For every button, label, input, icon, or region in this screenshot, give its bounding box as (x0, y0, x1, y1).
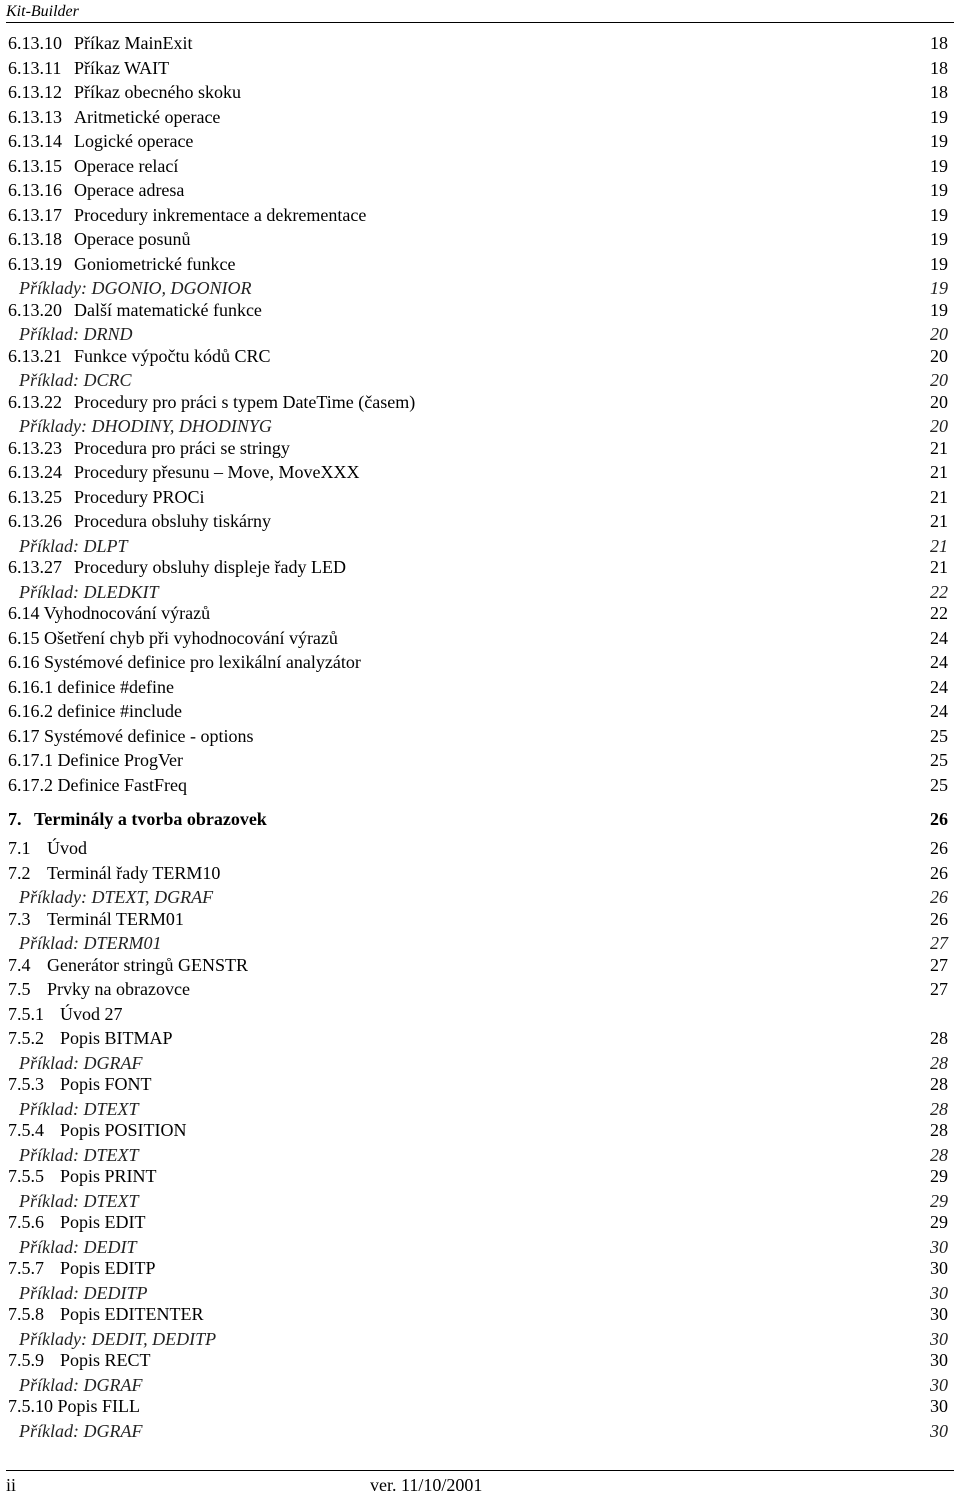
toc-entry-text: Procedury obsluhy displeje řady LED (74, 557, 346, 577)
toc-entry (8, 1396, 948, 1421)
toc-entry-page: 26 (930, 862, 948, 883)
toc-entry (8, 254, 948, 279)
toc-example-entry (8, 1053, 948, 1075)
toc-entry-text: Příklad: DTEXT (19, 1098, 139, 1119)
toc-entry-text: Procedura obsluhy tiskárny (74, 511, 271, 531)
toc-entry-title (19, 887, 213, 907)
toc-entry-number: 7. (8, 809, 22, 829)
toc-entry-page: 25 (930, 725, 948, 746)
toc-entry (8, 652, 948, 677)
footer-version: ver. 11/10/2001 (370, 1475, 483, 1495)
toc-entry-text: Procedury PROCi (74, 486, 205, 507)
toc-entry-number: 6.13.24 (8, 462, 62, 482)
toc-entry-title (8, 909, 184, 929)
toc-entry-page: 29 (930, 1212, 948, 1232)
toc-entry (8, 156, 948, 181)
toc-entry-page: 19 (930, 204, 948, 225)
toc-example-entry (8, 370, 948, 392)
toc-entry-page: 30 (930, 1420, 948, 1441)
toc-entry-page: 19 (930, 180, 948, 200)
toc-entry-title (8, 107, 220, 127)
toc-entry-page: 18 (930, 57, 948, 78)
toc-entry (8, 863, 948, 888)
toc-entry-title (8, 1350, 151, 1370)
toc-entry-page: 18 (930, 82, 948, 102)
toc-entry-page: 21 (930, 557, 948, 577)
toc-entry-page: 27 (930, 954, 948, 975)
toc-entry (8, 205, 948, 230)
toc-entry-text: Úvod (47, 838, 87, 858)
toc-entry-page: 26 (930, 838, 948, 858)
toc-entry-page: 21 (930, 462, 948, 482)
toc-entry-title (8, 979, 190, 999)
toc-entry-text: Popis EDITP (60, 1258, 156, 1278)
toc-entry-text: Terminál řady TERM10 (47, 862, 221, 883)
toc-entry-page: 29 (930, 1190, 948, 1211)
toc-entry-title (8, 557, 346, 577)
toc-entry-text: Popis FONT (60, 1074, 152, 1094)
toc-entry-number: 7.2 (8, 862, 31, 883)
toc-entry (8, 462, 948, 487)
toc-entry-page: 30 (930, 1304, 948, 1324)
toc-entry (8, 603, 948, 628)
toc-entry-title (8, 229, 190, 249)
toc-entry-page: 20 (930, 391, 948, 412)
toc-entry-title (8, 487, 205, 507)
toc-entry-page: 28 (930, 1144, 948, 1165)
toc-entry-text: 6.16.1 definice #define (8, 676, 174, 697)
toc-entry-title (19, 1145, 139, 1165)
toc-entry-title (19, 1053, 142, 1073)
toc-entry (8, 487, 948, 512)
toc-entry-title (8, 511, 271, 531)
toc-entry-title (8, 1074, 152, 1094)
toc-entry (8, 180, 948, 205)
toc-entry-text: Příkaz MainExit (74, 33, 193, 53)
toc-entry-title (8, 603, 210, 623)
toc-entry-text: 6.17.1 Definice ProgVer (8, 750, 183, 770)
toc-entry (8, 300, 948, 325)
toc-entry-page: 19 (930, 253, 948, 274)
toc-entry (8, 557, 948, 582)
toc-entry-text: Popis POSITION (60, 1120, 187, 1140)
toc-example-entry (8, 416, 948, 438)
toc-entry-number: 6.13.20 (8, 299, 62, 320)
toc-example-entry (8, 1191, 948, 1213)
toc-entry-page: 25 (930, 750, 948, 770)
toc-entry-number: 7.5.7 (8, 1258, 44, 1278)
toc-entry-page: 19 (930, 299, 948, 320)
toc-entry-text: Příklad: DTEXT (19, 1144, 139, 1165)
toc-entry-page: 24 (930, 701, 948, 721)
toc-entry-page: 19 (930, 106, 948, 127)
toc-entry-text: Příklad: DGRAF (19, 1374, 143, 1395)
toc-entry-text: Procedury inkrementace a dekrementace (74, 204, 367, 225)
toc-entry-text: Popis BITMAP (60, 1028, 173, 1048)
toc-entry-title (8, 750, 183, 770)
toc-entry-title (8, 726, 253, 746)
document-title: Kit-Builder (6, 3, 79, 20)
toc-entry (8, 1166, 948, 1191)
toc-entry-title (8, 254, 235, 274)
toc-entry-text: Popis EDIT (60, 1212, 146, 1232)
toc-entry-text: Příklad: DTEXT (19, 1190, 139, 1211)
toc-entry (8, 909, 948, 934)
toc-entry-number: 6.13.15 (8, 155, 62, 176)
toc-entry-page: 26 (930, 908, 948, 929)
toc-entry-number: 6.13.22 (8, 391, 62, 412)
toc-entry-title (8, 180, 184, 200)
toc-entry-text: Úvod 27 (60, 1003, 123, 1024)
toc-entry-page: 20 (930, 370, 948, 390)
toc-entry-title (19, 370, 132, 390)
toc-entry-text: Operace adresa (74, 180, 185, 200)
toc-entry-text: Operace relací (74, 155, 179, 176)
toc-entry-page: 29 (930, 1166, 948, 1186)
toc-entry-page: 21 (930, 511, 948, 531)
toc-entry (8, 346, 948, 371)
toc-entry-title (8, 863, 220, 883)
toc-entry-page: 30 (930, 1328, 948, 1349)
toc-entry-text: 6.14 Vyhodnocování výrazů (8, 603, 211, 623)
toc-entry (8, 775, 948, 800)
toc-entry-text: Příkaz obecného skoku (74, 82, 241, 102)
toc-entry (8, 511, 948, 536)
toc-entry-title (8, 1166, 157, 1186)
toc-entry (8, 58, 948, 83)
toc-entry-page: 26 (930, 809, 948, 829)
toc-entry-text: Popis EDITENTER (60, 1304, 204, 1324)
toc-example-entry (8, 887, 948, 909)
toc-entry-page: 20 (930, 416, 948, 436)
toc-entry-title (8, 82, 241, 102)
toc-entry (8, 438, 948, 463)
toc-entry-text: 6.17.2 Definice FastFreq (8, 774, 187, 795)
toc-entry-page: 21 (930, 535, 948, 556)
toc-entry-text: 6.16 Systémové definice pro lexikální analyzátor (8, 652, 361, 672)
toc-entry-title (19, 1375, 142, 1395)
toc-entry-text: Další matematické funkce (74, 299, 262, 320)
toc-entry-text: Terminály a tvorba obrazovek (34, 809, 267, 829)
toc-entry-page: 30 (930, 1374, 948, 1395)
toc-entry-title (8, 1258, 156, 1278)
toc-entry-text: Procedury pro práci s typem DateTime (časem) (74, 391, 416, 412)
toc-entry-page: 24 (930, 652, 948, 672)
toc-entry-title (19, 536, 128, 556)
toc-entry-page: 28 (930, 1098, 948, 1119)
toc-entry-number: 6.13.19 (8, 253, 62, 274)
toc-entry-title (19, 933, 161, 953)
toc-example-entry (8, 1099, 948, 1121)
toc-entry (8, 955, 948, 980)
toc-entry-number: 7.1 (8, 838, 31, 858)
toc-entry-text: Příklady: DTEXT, DGRAF (19, 887, 214, 907)
toc-entry-title (19, 1329, 216, 1349)
toc-entry-title (19, 324, 132, 344)
toc-entry-page: 19 (930, 155, 948, 176)
toc-entry-text: Příklad: DLEDKIT (19, 581, 159, 602)
toc-entry-title (8, 1004, 123, 1024)
toc-entry (8, 82, 948, 107)
toc-entry-number: 7.5.4 (8, 1120, 44, 1140)
toc-entry-title (8, 628, 338, 648)
toc-entry-title (8, 131, 193, 151)
toc-entry-text: Příklad: DEDITP (19, 1282, 148, 1303)
toc-entry-number: 6.13.18 (8, 229, 62, 249)
toc-entry-number: 7.5.8 (8, 1304, 44, 1324)
toc-example-entry (8, 1421, 948, 1443)
toc-entry-title (8, 955, 248, 975)
toc-entry-number: 6.13.14 (8, 131, 62, 151)
toc-entry-page: 30 (930, 1350, 948, 1370)
toc-entry (8, 677, 948, 702)
toc-entry-title (8, 392, 415, 412)
toc-entry (8, 131, 948, 156)
toc-entry-text: Příkaz WAIT (74, 57, 170, 78)
toc-entry-number: 7.5.1 (8, 1003, 44, 1024)
toc-entry-title (8, 462, 359, 482)
toc-entry-number: 7.3 (8, 908, 31, 929)
toc-entry (8, 1258, 948, 1283)
toc-entry-title (8, 1396, 140, 1416)
toc-example-entry (8, 324, 948, 346)
toc-entry-page: 28 (930, 1074, 948, 1094)
toc-entry-page: 20 (930, 324, 948, 344)
toc-entry-title (19, 582, 159, 602)
toc-entry-text: Příklad: DGRAF (19, 1420, 143, 1441)
toc-entry (8, 838, 948, 863)
toc-entry-page: 28 (930, 1120, 948, 1140)
toc-entry-page: 28 (930, 1028, 948, 1048)
toc-entry-number: 6.13.25 (8, 486, 62, 507)
toc-entry-page: 30 (930, 1236, 948, 1257)
toc-entry-page: 30 (930, 1258, 948, 1278)
toc-entry-title (8, 58, 169, 78)
toc-entry-title (8, 1120, 187, 1140)
toc-entry (8, 628, 948, 653)
toc-entry-title (8, 33, 192, 53)
toc-entry-number: 6.13.11 (8, 57, 62, 78)
toc-entry-title (8, 838, 87, 858)
toc-entry-title (8, 809, 267, 829)
toc-entry-page: 22 (930, 603, 948, 623)
toc-entry-page: 24 (930, 676, 948, 697)
toc-entry-title (19, 1191, 139, 1211)
toc-entry (8, 33, 948, 58)
toc-entry-page: 27 (930, 979, 948, 999)
toc-entry-text: Terminál TERM01 (47, 908, 184, 929)
toc-entry-text: Příklad: DCRC (19, 370, 132, 390)
toc-entry-title (19, 1421, 142, 1441)
toc-entry-number: 6.13.10 (8, 33, 62, 53)
toc-entry-title (8, 205, 366, 225)
toc-entry-page: 21 (930, 437, 948, 458)
toc-entry-number: 7.5.5 (8, 1166, 44, 1186)
toc-entry (8, 701, 948, 726)
toc-entry-number: 6.13.13 (8, 106, 62, 127)
toc-entry-number: 7.5.9 (8, 1350, 44, 1370)
page-footer (6, 1470, 954, 1494)
toc-entry-page: 19 (930, 278, 948, 298)
toc-entry-page: 30 (930, 1396, 948, 1416)
toc-entry-number: 6.13.26 (8, 511, 62, 531)
toc-entry-page: 27 (930, 933, 948, 953)
toc-entry-title (8, 677, 174, 697)
toc-entry-page: 26 (930, 887, 948, 907)
toc-entry (8, 392, 948, 417)
toc-example-entry (8, 278, 948, 300)
toc-entry-text: Příklad: DLPT (19, 535, 128, 556)
toc-entry-number: 7.5.3 (8, 1074, 44, 1094)
toc-entry-text: Příklady: DEDIT, DEDITP (19, 1328, 217, 1349)
toc-entry (8, 1004, 948, 1029)
toc-entry-number: 6.13.16 (8, 180, 62, 200)
toc-entry-text: Generátor stringů GENSTR (47, 954, 248, 975)
toc-entry-number: 6.13.12 (8, 82, 62, 102)
toc-entry-text: Prvky na obrazovce (47, 979, 190, 999)
toc-entry-page: 19 (930, 131, 948, 151)
toc-entry-number: 6.13.23 (8, 437, 62, 458)
toc-entry-text: Příklad: DEDIT (19, 1236, 137, 1257)
footer-page-number: ii (6, 1475, 17, 1495)
toc-entry-number: 6.13.27 (8, 557, 62, 577)
toc-entry-title (8, 652, 361, 672)
toc-entry-text: 6.16.2 definice #include (8, 701, 182, 721)
toc-entry (8, 229, 948, 254)
toc-entry-title (8, 300, 262, 320)
toc-example-entry (8, 1329, 948, 1351)
toc-entry-text: Příklad: DRND (19, 324, 133, 344)
toc-entry-text: Logické operace (74, 131, 194, 151)
toc-entry-text: Goniometrické funkce (74, 253, 236, 274)
toc-example-entry (8, 582, 948, 604)
toc-entry-page: 28 (930, 1052, 948, 1073)
toc-entry-text: Popis PRINT (60, 1166, 157, 1186)
toc-entry (8, 979, 948, 1004)
toc-entry-text: Procedury přesunu – Move, MoveXXX (74, 462, 360, 482)
toc-entry-title (8, 346, 271, 366)
toc-entry (8, 107, 948, 132)
toc-entry-title (19, 278, 251, 298)
toc-entry (8, 750, 948, 775)
toc-entry-text: Funkce výpočtu kódů CRC (74, 345, 271, 366)
toc-entry (8, 726, 948, 751)
toc-entry-number: 7.5 (8, 979, 31, 999)
toc-entry-title (8, 701, 182, 721)
toc-entry-title (19, 1283, 147, 1303)
toc-entry (8, 1120, 948, 1145)
toc-entry-text: Příklady: DGONIO, DGONIOR (19, 278, 252, 298)
toc-example-entry (8, 1283, 948, 1305)
toc-entry-title (8, 1304, 204, 1324)
toc-entry-title (8, 438, 290, 458)
toc-chapter-entry (8, 809, 948, 838)
toc-entry-title (8, 1028, 173, 1048)
toc-entry-page: 18 (930, 33, 948, 53)
toc-entry-title (19, 416, 272, 436)
toc-entry-text: Příklad: DTERM01 (19, 933, 162, 953)
toc-entry-page: 21 (930, 486, 948, 507)
toc-entry-page: 19 (930, 229, 948, 249)
toc-example-entry (8, 1237, 948, 1259)
toc-entry-title (8, 775, 187, 795)
toc-entry-page: 22 (930, 581, 948, 602)
toc-entry-text: 6.17 Systémové definice - options (8, 725, 254, 746)
toc-entry-text: Operace posunů (74, 229, 191, 249)
toc-entry-page: 20 (930, 345, 948, 366)
toc-entry-number: 7.5.2 (8, 1028, 44, 1048)
toc-entry-text: Popis RECT (60, 1350, 151, 1370)
toc-entry (8, 1028, 948, 1053)
table-of-contents (8, 33, 948, 1442)
toc-entry-text: 6.15 Ošetření chyb při vyhodnocování výrazů (8, 627, 338, 648)
toc-entry-title (19, 1237, 136, 1257)
toc-example-entry (8, 1145, 948, 1167)
toc-example-entry (8, 933, 948, 955)
toc-entry-number: 7.4 (8, 954, 31, 975)
toc-entry-page: 25 (930, 774, 948, 795)
toc-entry (8, 1350, 948, 1375)
toc-entry-page: 24 (930, 627, 948, 648)
toc-entry (8, 1074, 948, 1099)
page-header (6, 0, 954, 23)
toc-entry-text: Příklad: DGRAF (19, 1052, 143, 1073)
toc-entry-number: 6.13.17 (8, 204, 62, 225)
toc-entry-title (8, 156, 178, 176)
toc-entry-title (8, 1212, 146, 1232)
toc-entry (8, 1212, 948, 1237)
toc-entry-page: 30 (930, 1282, 948, 1303)
toc-entry-number: 6.13.21 (8, 345, 62, 366)
toc-entry (8, 1304, 948, 1329)
toc-example-entry (8, 536, 948, 558)
toc-entry-text: Aritmetické operace (74, 106, 221, 127)
toc-example-entry (8, 1375, 948, 1397)
toc-entry-title (19, 1099, 139, 1119)
toc-entry-text: 7.5.10 Popis FILL (8, 1396, 141, 1416)
toc-entry-text: Procedura pro práci se stringy (74, 437, 290, 458)
toc-entry-text: Příklady: DHODINY, DHODINYG (19, 416, 272, 436)
toc-entry-number: 7.5.6 (8, 1212, 44, 1232)
